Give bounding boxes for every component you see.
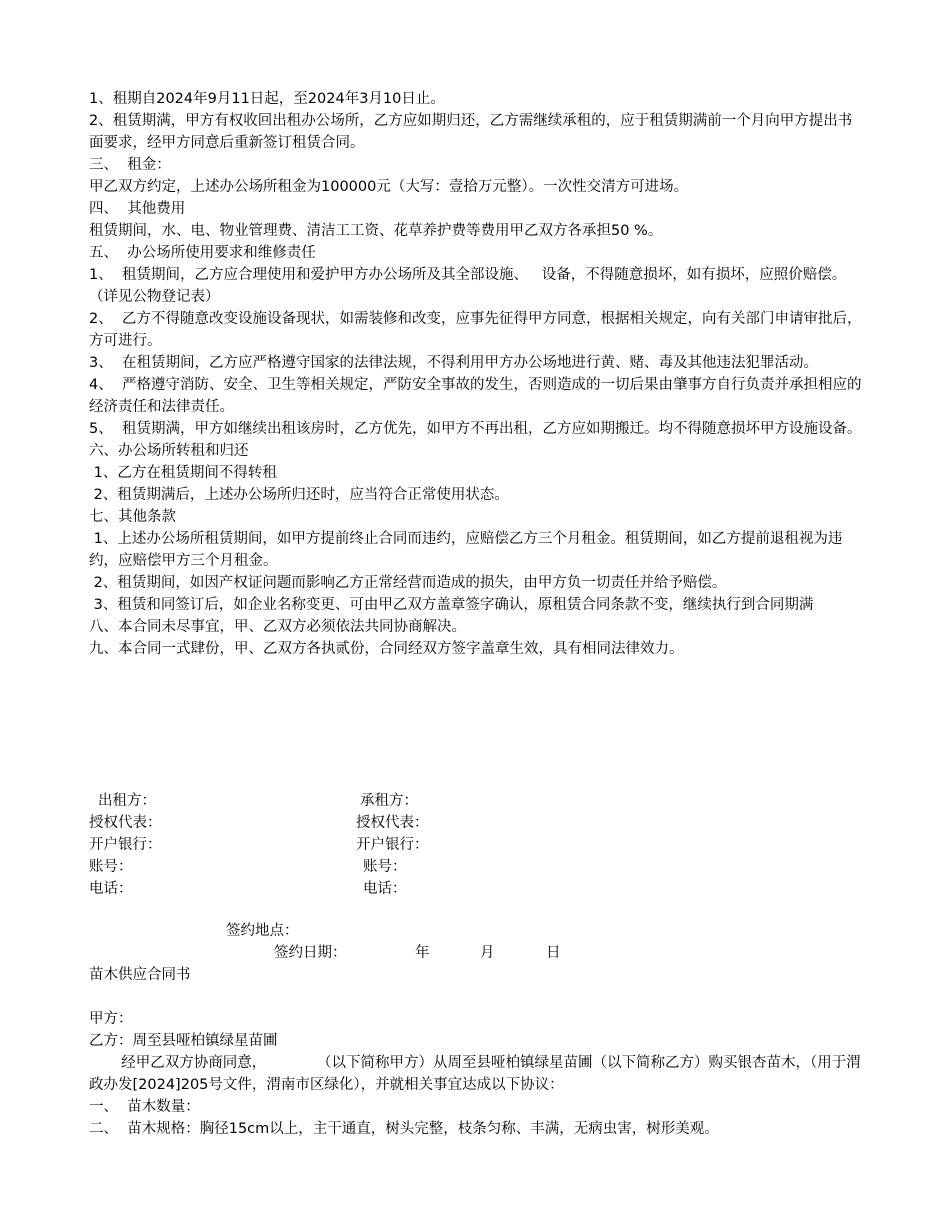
lessor-phone-label: 电话： — [89, 881, 133, 897]
sublet-clause-2: 2、租赁期满后，上述办公场所归还时，应当符合正常使用状态。 — [89, 487, 509, 503]
section-other-fees-heading: 四、 其他费用 — [89, 201, 186, 217]
lessor-bank-label: 开户银行： — [89, 837, 162, 853]
lessee-phone-label: 电话： — [363, 881, 407, 897]
seedling-clause-spec: 二、 苗木规格：胸径15cm以上，主干通直，树头完整，枝条匀称、丰满，无病虫害，树形美观。 — [89, 1121, 719, 1137]
usage-clause-3: 3、 在租赁期间，乙方应严格遵守国家的法律法规，不得利用甲方办公场地进行黄、赌、毒及其他违法犯罪活动。 — [89, 355, 818, 371]
section-sublet-heading: 六、办公场所转租和归还 — [89, 443, 249, 459]
party-b-line: 乙方：周至县哑柏镇绿星苗圃 — [89, 1033, 278, 1049]
other-fees-clause: 租赁期间，水、电、物业管理费、清洁工工资、花草养护费等费用甲乙双方各承担50 %。 — [89, 223, 663, 239]
signing-month-label: 月 — [480, 945, 495, 961]
seedling-contract-title: 苗木供应合同书 — [89, 967, 191, 983]
lessor-label: 出租方： — [98, 793, 156, 809]
seedling-intro: 经甲乙双方协商同意， （以下简称甲方）从周至县哑柏镇绿星苗圃（以下简称乙方）购买银杏苗木，（用于渭政办发[2024]205号文件，渭南市区绿化），并就相关事宜达成以下协议： — [89, 1055, 861, 1093]
signing-day-label: 日 — [546, 945, 561, 961]
usage-clause-2: 2、 乙方不得随意改变设施设备现状，如需装修和改变，应事先征得甲方同意，根据相关规定，向有关部门申请审批后，方可进行。 — [89, 311, 862, 349]
section-rent-heading: 三、 租金： — [89, 157, 171, 173]
sublet-clause-1: 1、乙方在租赁期间不得转租 — [89, 465, 277, 481]
other-terms-clause-1: 1、上述办公场所租赁期间，如甲方提前终止合同而违约，应赔偿乙方三个月租金。租赁期间，如乙方提前退租视为违约，应赔偿甲方三个月租金。 — [89, 531, 843, 569]
rent-clause: 甲乙双方约定，上述办公场所租金为100000元（大写：壹拾万元整）。一次性交清方可进场。 — [89, 179, 689, 195]
lessee-label: 承租方： — [360, 793, 418, 809]
lease-term-2: 2、租赁期满，甲方有权收回出租办公场所，乙方应如期归还，乙方需继续承租的，应于租赁期满前一个月向甲方提出书面要求，经甲方同意后重新签订租赁合同。 — [89, 113, 853, 151]
seedling-clause-quantity: 一、 苗木数量： — [89, 1099, 200, 1115]
section-eight: 八、本合同未尽事宜，甲、乙双方必须依法共同协商解决。 — [89, 619, 466, 635]
usage-clause-1: 1、 租赁期间，乙方应合理使用和爱护甲方办公场所及其全部设施、 设备，不得随意损坏，如有损坏，应照价赔偿。（详见公物登记表） — [89, 267, 847, 305]
lease-terms-section — [89, 88, 865, 660]
usage-clause-4: 4、 严格遵守消防、安全、卫生等相关规定，严防安全事故的发生，否则造成的一切后果由肇事方自行负责并承担相应的经济责任和法律责任。 — [89, 377, 862, 415]
usage-clause-5: 5、 租赁期满，甲方如继续出租该房时，乙方优先，如甲方不再出租，乙方应如期搬迁。均不得随意损坏甲方设施设备。 — [89, 421, 862, 437]
section-other-terms-heading: 七、其他条款 — [89, 509, 176, 525]
seedling-contract-section — [89, 964, 865, 1140]
lease-term-1: 1、租期自2024年9月11日起，至2024年3月10日止。 — [89, 91, 445, 107]
signing-year-label: 年 — [415, 945, 430, 961]
signing-place-label: 签约地点： — [226, 923, 299, 939]
lessor-account-label: 账号： — [89, 859, 133, 875]
other-terms-clause-2: 2、租赁期间，如因产权证问题而影响乙方正常经营而造成的损失，由甲方负一切责任并给予赔偿。 — [89, 575, 727, 591]
other-terms-clause-3: 3、租赁和同签订后，如企业名称变更、可由甲乙双方盖章签字确认，原租赁合同条款不变，继续执行到合同期满 — [89, 597, 814, 613]
lessor-rep-label: 授权代表： — [89, 815, 162, 831]
signing-date-label: 签约日期： — [274, 945, 347, 961]
section-usage-heading: 五、 办公场所使用要求和维修责任 — [89, 245, 316, 261]
lessee-bank-label: 开户银行： — [356, 837, 429, 853]
party-a-line: 甲方： — [89, 1011, 133, 1027]
lessee-rep-label: 授权代表： — [356, 815, 429, 831]
blank-line — [89, 986, 865, 1008]
section-nine: 九、本合同一式肆份，甲、乙双方各执贰份，合同经双方签字盖章生效，具有相同法律效力。 — [89, 641, 684, 657]
lessee-account-label: 账号： — [363, 859, 407, 875]
